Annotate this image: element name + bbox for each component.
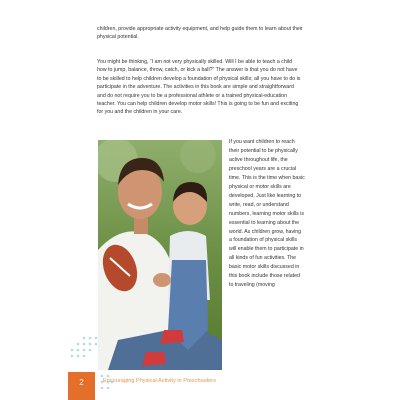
page-number-box [68,372,95,400]
intro-paragraph: children, provide appropriate activity equipment, and help guide them to learn about their physical potential. [97,26,303,41]
page-number: 2 [79,378,84,387]
man-and-child-photo [98,140,222,370]
side-column-text: If you want children to reach their potential to be physically active throughout life, the preschool years are a crucial time. This is the time when basic physical or motor skills are developed. Just like learning to write, read, or understand numbers, learning motor skills is essential to learning about the world. As children grow, having a foundation of physical skills will enable them to participate in all kinds of fun activities. The basic motor skills discussed in this book include those related to traveling (moving [229,139,305,289]
running-title: Encouraging Physical Activity in Preschoolers [103,378,216,384]
body-paragraph: You might be thinking, “I am not very physically skilled. Will I be able to teach a child how to jump, balance, throw, catch, or kick a ball?” The answer is that you do not have to be skilled to help children develop a foundation of physical skills; all you have to do is participate in the adventure. The activities in this book are simple and straightforward and do not require you to be a professional athlete or a trained physical-education teacher. You can help children develop motor skills! This is going to be fun and exciting for you and the children in your care. [97,59,301,116]
